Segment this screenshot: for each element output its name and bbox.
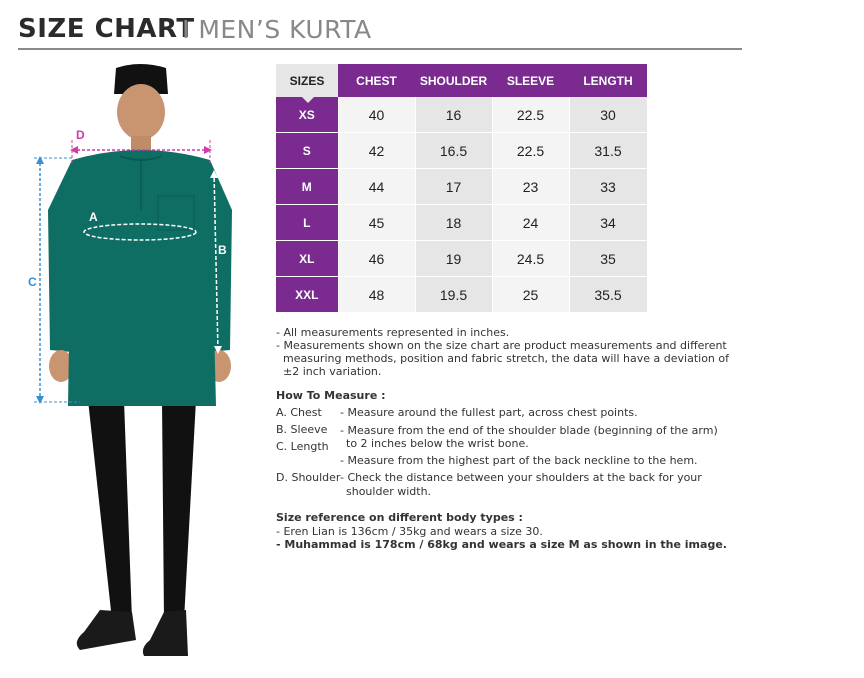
shoulder-description: - Check the distance between your shoulders at the back for your — [340, 471, 702, 484]
sleeve-cell: 22.5 — [492, 133, 569, 169]
column-header-length: LENGTH — [569, 64, 647, 97]
size-reference-title: Size reference on different body types : — [276, 511, 523, 524]
size-table — [276, 64, 648, 313]
shoulder-description-cont: shoulder width. — [346, 485, 432, 498]
sleeve-description-cont: to 2 inches below the wrist bone. — [346, 437, 529, 450]
table-row — [276, 169, 647, 205]
model-figure — [20, 60, 260, 670]
length-cell: 30 — [569, 97, 647, 133]
chest-label: A. Chest — [276, 406, 322, 419]
size-cell: M — [276, 169, 338, 205]
chest-cell: 46 — [338, 241, 415, 277]
chest-description: - Measure around the fullest part, across chest points. — [340, 406, 638, 419]
chest-cell: 44 — [338, 169, 415, 205]
shoulder-cell: 16.5 — [415, 133, 492, 169]
size-cell: S — [276, 133, 338, 169]
column-header-sizes: SIZES — [276, 64, 338, 97]
table-row — [276, 277, 647, 313]
length-description: - Measure from the highest part of the back neckline to the hem. — [340, 454, 698, 467]
chest-cell: 40 — [338, 97, 415, 133]
size-cell: XS — [276, 97, 338, 133]
length-label: C. Length — [276, 440, 329, 453]
page-subtitle: I MEN’S KURTA — [182, 15, 372, 44]
length-cell: 33 — [569, 169, 647, 205]
sleeve-cell: 23 — [492, 169, 569, 205]
shoulder-label: D. Shoulder — [276, 471, 341, 484]
length-cell: 31.5 — [569, 133, 647, 169]
table-row — [276, 97, 647, 133]
length-marker-label: C — [28, 275, 37, 289]
length-cell: 35 — [569, 241, 647, 277]
column-header-shoulder: SHOULDER — [415, 64, 492, 97]
note-line: - All measurements represented in inches. — [276, 326, 510, 339]
sleeve-label: B. Sleeve — [276, 423, 328, 436]
measurement-notes — [276, 326, 736, 378]
table-row — [276, 133, 647, 169]
shoulder-cell: 16 — [415, 97, 492, 133]
column-header-chest: CHEST — [338, 64, 415, 97]
size-reference-line-bold: - Muhammad is 178cm / 68kg and wears a size M as shown in the image. — [276, 538, 727, 551]
chest-cell: 42 — [338, 133, 415, 169]
length-cell: 35.5 — [569, 277, 647, 313]
title-bar — [18, 12, 742, 50]
size-cell: L — [276, 205, 338, 241]
sleeve-cell: 25 — [492, 277, 569, 313]
column-header-sleeve: SLEEVE — [492, 64, 569, 97]
model-illustration — [20, 60, 260, 670]
shoulder-cell: 19.5 — [415, 277, 492, 313]
table-row — [276, 241, 647, 277]
size-cell: XXL — [276, 277, 338, 313]
chest-cell: 45 — [338, 205, 415, 241]
shoulder-marker-label: D — [76, 128, 85, 142]
chest-cell: 48 — [338, 277, 415, 313]
sleeve-cell: 24.5 — [492, 241, 569, 277]
sleeve-cell: 22.5 — [492, 97, 569, 133]
shoulder-cell: 17 — [415, 169, 492, 205]
table-header-row — [276, 64, 647, 97]
table-row — [276, 205, 647, 241]
sleeve-cell: 24 — [492, 205, 569, 241]
note-line: - Measurements shown on the size chart are product measurements and different — [276, 339, 727, 352]
size-cell: XL — [276, 241, 338, 277]
note-line: ±2 inch variation. — [283, 365, 382, 378]
how-to-measure-title: How To Measure : — [276, 389, 386, 402]
chest-marker-label: A — [89, 210, 98, 224]
note-line: measuring methods, position and fabric stretch, the data will have a deviation of — [283, 352, 729, 365]
length-cell: 34 — [569, 205, 647, 241]
size-reference-line: - Eren Lian is 136cm / 35kg and wears a size 30. — [276, 525, 543, 538]
sleeve-marker-label: B — [218, 243, 227, 257]
shoulder-cell: 19 — [415, 241, 492, 277]
sleeve-description: - Measure from the end of the shoulder blade (beginning of the arm) — [340, 424, 718, 437]
shoulder-cell: 18 — [415, 205, 492, 241]
page-title: SIZE CHART — [18, 14, 195, 44]
